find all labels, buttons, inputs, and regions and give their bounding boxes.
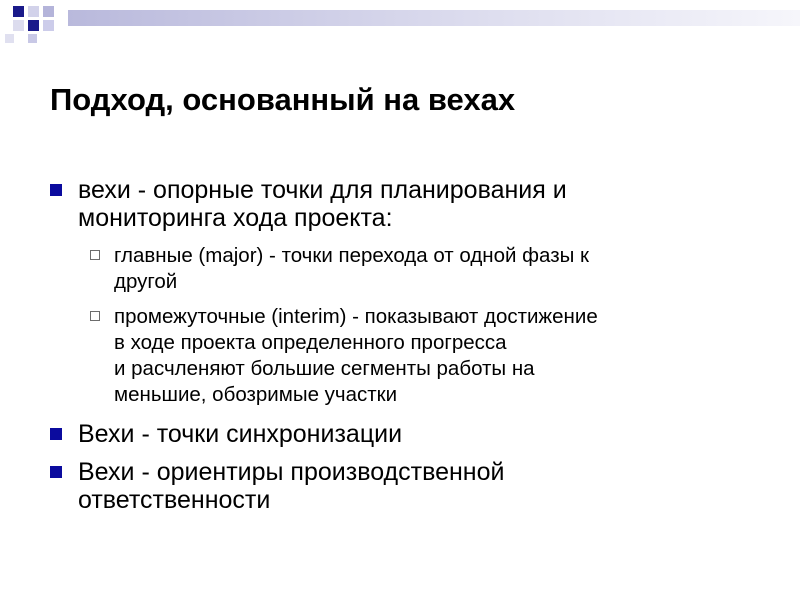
sub-bullet-text-line: другой — [114, 270, 178, 293]
bullet-text-line: вехи - опорные точки для планирования и — [78, 176, 567, 204]
bullet-text-line: Вехи - ориентиры производственной — [78, 458, 505, 486]
hollow-square-bullet-icon — [90, 311, 100, 321]
bullet-text-line: ответственности — [78, 486, 271, 514]
hollow-square-bullet-icon — [90, 250, 100, 260]
square-bullet-icon — [50, 428, 62, 440]
bullet-list — [50, 176, 770, 514]
bullet-item — [50, 176, 770, 232]
sub-bullet-text-line: в ходе проекта определенного прогресса — [114, 331, 507, 354]
header-decoration — [0, 0, 800, 48]
sub-bullet-text-line: промежуточные (interim) - показывают достижение — [114, 305, 598, 328]
sub-bullet-text-line: главные (major) - точки перехода от одной фазы к — [114, 244, 590, 267]
bullet-item — [50, 420, 770, 448]
bullet-text-line: Вехи - точки синхронизации — [78, 420, 403, 448]
slide-title: Подход, основанный на вехах — [50, 82, 516, 117]
sub-bullet-text-line: и расчленяют большие сегменты работы на — [114, 357, 535, 380]
square-bullet-icon — [50, 466, 62, 478]
sub-bullet-item — [88, 304, 770, 408]
sub-bullet-item — [88, 243, 770, 295]
sub-bullet-list — [50, 243, 770, 408]
bullet-item — [50, 458, 770, 514]
bullet-text-line: мониторинга хода проекта: — [78, 204, 393, 232]
square-bullet-icon — [50, 184, 62, 196]
sub-bullet-text-line: меньшие, обозримые участки — [114, 383, 398, 406]
